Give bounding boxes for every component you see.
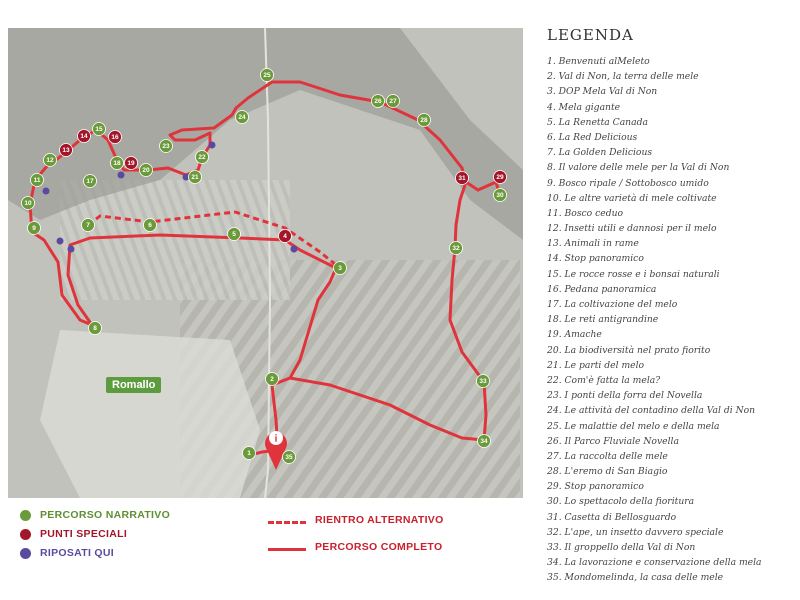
point-number: 34 — [480, 437, 488, 445]
point-number: 32 — [452, 244, 460, 252]
point-number: 21 — [191, 173, 199, 181]
point-marker-30[interactable] — [494, 189, 507, 202]
point-marker-10[interactable] — [22, 197, 35, 210]
legend-item: 17. La coltivazione del melo — [547, 299, 678, 310]
key-riposati-qui — [20, 547, 114, 559]
point-marker-15[interactable] — [93, 123, 106, 136]
point-number: 25 — [263, 71, 271, 79]
point-number: 19 — [127, 159, 135, 167]
dashed-line-icon — [268, 521, 306, 524]
point-marker-5[interactable] — [228, 228, 241, 241]
point-marker-18[interactable] — [111, 157, 124, 170]
point-marker-27[interactable] — [387, 95, 400, 108]
rest-stop-marker[interactable] — [291, 246, 298, 253]
legend-item: 2. Val di Non, la terra delle mele — [547, 71, 699, 83]
point-marker-6[interactable] — [144, 219, 157, 232]
legend-item: 11. Bosco ceduo — [547, 207, 624, 219]
legend-item: 22. Com'è fatta la mela? — [547, 374, 661, 386]
point-marker-9[interactable] — [28, 222, 41, 235]
legend-item: 31. Casetta di Bellosguardo — [547, 511, 677, 523]
legend-item: 13. Animali in rame — [547, 238, 639, 250]
legend-item: 27. La raccolta delle mele — [547, 450, 668, 462]
point-marker-25[interactable] — [261, 69, 274, 82]
point-number: 30 — [496, 191, 504, 199]
legend-item: 10. Le altre varietà di mele coltivate — [547, 192, 717, 204]
point-marker-31[interactable] — [456, 172, 469, 185]
legend-item: 16. Pedana panoramica — [547, 283, 657, 295]
point-marker-33[interactable] — [477, 375, 490, 388]
point-number: 24 — [238, 113, 246, 121]
green-dot-icon — [20, 510, 31, 521]
point-number: 13 — [62, 146, 70, 154]
legend-item: 33. Il groppello della Val di Non — [547, 542, 696, 553]
legend-item: 20. La biodiversità nel prato fiorito — [547, 344, 711, 356]
point-number: 1 — [247, 449, 251, 457]
purple-dot-icon — [20, 548, 31, 559]
legend-item: 6. La Red Delicious — [547, 131, 638, 143]
legend-item: 21. Le parti del melo — [547, 359, 645, 371]
point-marker-11[interactable] — [31, 174, 44, 187]
legend-item: 1. Benvenuti alMeleto — [547, 56, 650, 67]
rest-stop-marker[interactable] — [57, 238, 64, 245]
legend-item: 23. I ponti della forra del Novella — [547, 390, 703, 402]
legend-item: 28. L'eremo di San Biagio — [547, 466, 668, 478]
point-number: 31 — [458, 174, 466, 182]
point-marker-16[interactable] — [109, 131, 122, 144]
point-marker-1[interactable] — [243, 447, 256, 460]
red-dot-icon — [20, 529, 31, 540]
point-marker-35[interactable] — [283, 451, 296, 464]
point-number: 20 — [142, 166, 150, 174]
legend-list — [547, 54, 787, 586]
point-number: 12 — [46, 156, 54, 164]
legend-item: 3. DOP Mela Val di Non — [547, 86, 658, 98]
key-punti-speciali — [20, 528, 127, 540]
point-number: 18 — [113, 159, 121, 167]
rest-stop-marker[interactable] — [118, 172, 125, 179]
legend-item: 19. Amache — [547, 329, 602, 341]
village-area — [40, 330, 260, 498]
point-marker-22[interactable] — [196, 151, 209, 164]
legend-item: 35. Mondomelinda, la casa delle mele — [547, 572, 724, 584]
legend-item: 7. La Golden Delicious — [547, 147, 653, 159]
legend-item: 15. Le rocce rosse e i bonsai naturali — [547, 268, 720, 280]
point-number: 33 — [479, 377, 487, 385]
point-number: 10 — [24, 199, 32, 207]
point-number: 22 — [198, 153, 206, 161]
point-marker-17[interactable] — [84, 175, 97, 188]
point-marker-29[interactable] — [494, 171, 507, 184]
svg-text:i: i — [274, 433, 278, 445]
legend-panel — [547, 26, 787, 586]
point-marker-21[interactable] — [189, 171, 202, 184]
point-marker-3[interactable] — [334, 262, 347, 275]
point-number: 26 — [374, 97, 382, 105]
key-rientro-label: RIENTRO ALTERNATIVO — [315, 514, 444, 526]
point-number: 35 — [285, 453, 293, 461]
point-number: 28 — [420, 116, 428, 124]
point-number: 3 — [338, 264, 342, 272]
legend-item: 24. Le attività del contadino della Val di Non — [547, 405, 756, 417]
legend-item: 4. Mela gigante — [547, 101, 621, 113]
legend-item: 8. Il valore delle mele per la Val di Non — [547, 162, 730, 174]
point-number: 4 — [283, 232, 287, 240]
point-marker-2[interactable] — [266, 373, 279, 386]
point-marker-23[interactable] — [160, 140, 173, 153]
legend-item: 25. Le malattie del melo e della mela — [547, 420, 720, 432]
legend-item: 34. La lavorazione e conservazione della mela — [547, 557, 762, 569]
key-narrativo-label: PERCORSO NARRATIVO — [40, 509, 171, 521]
point-number: 29 — [496, 173, 504, 181]
legend-item: 26. Il Parco Fluviale Novella — [547, 435, 679, 447]
point-marker-24[interactable] — [236, 111, 249, 124]
town-label-romallo: Romallo — [106, 377, 161, 393]
point-number: 2 — [270, 375, 274, 383]
point-number: 8 — [93, 324, 97, 332]
legend-item: 9. Bosco ripale / Sottobosco umido — [547, 177, 709, 189]
point-marker-8[interactable] — [89, 322, 102, 335]
legend-item: 18. Le reti antigrandine — [547, 314, 659, 326]
point-number: 14 — [80, 132, 88, 140]
point-marker-32[interactable] — [450, 242, 463, 255]
point-number: 11 — [33, 176, 41, 184]
point-number: 6 — [148, 221, 152, 229]
key-completo-label: PERCORSO COMPLETO — [315, 541, 443, 553]
point-marker-7[interactable] — [82, 219, 95, 232]
point-marker-4[interactable] — [279, 230, 292, 243]
point-marker-26[interactable] — [372, 95, 385, 108]
point-marker-14[interactable] — [78, 130, 91, 143]
point-marker-34[interactable] — [478, 435, 491, 448]
legend-item: 30. Lo spettacolo della fioritura — [547, 496, 695, 508]
point-marker-12[interactable] — [44, 154, 57, 167]
legend-title: LEGENDA — [547, 26, 634, 44]
legend-item: 12. Insetti utili e dannosi per il melo — [547, 223, 717, 235]
point-number: 23 — [162, 142, 170, 150]
legend-item: 14. Stop panoramico — [547, 253, 644, 265]
legend-item: 32. L'ape, un insetto davvero speciale — [547, 526, 724, 538]
key-percorso-narrativo — [20, 509, 170, 521]
point-number: 7 — [86, 221, 90, 229]
point-marker-13[interactable] — [60, 144, 73, 157]
point-number: 16 — [111, 133, 119, 141]
rest-stop-marker[interactable] — [43, 188, 50, 195]
legend-item: 29. Stop panoramico — [547, 481, 644, 493]
point-marker-19[interactable] — [125, 157, 138, 170]
rest-stop-marker[interactable] — [68, 246, 75, 253]
solid-line-icon — [268, 548, 306, 551]
point-number: 27 — [389, 97, 397, 105]
point-number: 17 — [86, 177, 94, 185]
key-speciali-label: PUNTI SPECIALI — [40, 528, 128, 540]
point-marker-28[interactable] — [418, 114, 431, 127]
legend-item: 5. La Renetta Canada — [547, 116, 648, 128]
point-number: 15 — [95, 125, 103, 133]
key-riposati-label: RIPOSATI QUI — [40, 547, 114, 559]
rest-stop-marker[interactable] — [209, 142, 216, 149]
point-number: 5 — [232, 230, 236, 238]
point-number: 9 — [32, 224, 36, 232]
point-marker-20[interactable] — [140, 164, 153, 177]
